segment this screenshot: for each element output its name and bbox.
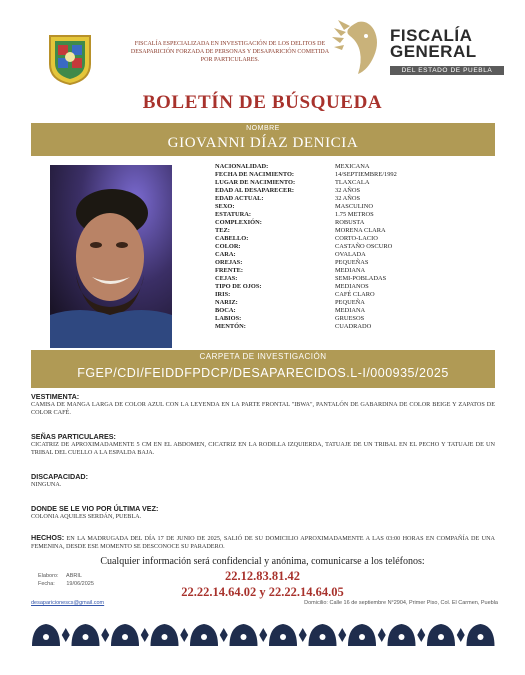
fecha-label: Fecha: — [38, 581, 55, 587]
detail-value: MEXICANA — [335, 163, 370, 170]
discapacidad-section — [31, 472, 495, 489]
detail-key: TIPO DE OJOS: — [215, 283, 262, 290]
discapacidad-title: DISCAPACIDAD: — [31, 472, 88, 481]
fecha-value: 19/06/2025 — [66, 581, 94, 587]
detail-key: LUGAR DE NACIMIENTO: — [215, 179, 296, 186]
pattern-motif — [230, 624, 258, 646]
detail-value: MEDIANA — [335, 267, 366, 274]
detail-value: MEDIANA — [335, 307, 366, 314]
pattern-motif — [151, 624, 179, 646]
detail-row — [215, 235, 505, 243]
detail-value: 32 AÑOS — [335, 195, 361, 202]
hechos-title: HECHOS: — [31, 533, 65, 542]
pattern-diamond — [101, 628, 109, 642]
senas-section — [31, 432, 495, 457]
detail-value: CAFÉ CLARO — [335, 291, 375, 298]
pattern-motif — [427, 624, 455, 646]
detail-key: EDAD ACTUAL: — [215, 195, 264, 202]
pattern-motif — [388, 624, 416, 646]
detail-row — [215, 275, 505, 283]
detail-value: 1.75 METROS — [335, 211, 374, 218]
detail-value: CASTAÑO OSCURO — [335, 243, 393, 250]
detail-key: BOCA: — [215, 307, 236, 314]
puebla-state-seal-icon — [42, 30, 98, 86]
brand-line-2: GENERAL — [390, 42, 477, 62]
office-address: Domicilio: Calle 16 de septiembre N°2904, Primer Piso, Col. El Carmen, Puebla — [304, 600, 498, 606]
detail-row — [215, 171, 505, 179]
detail-value: MASCULINO — [335, 203, 373, 210]
elaboro-value: ABRIL — [66, 573, 82, 579]
pattern-diamond — [378, 628, 386, 642]
pattern-diamond — [338, 628, 346, 642]
detail-key: MENTÓN: — [215, 323, 246, 330]
pattern-motif — [32, 624, 60, 646]
detail-value: 14/SEPTIEMBRE/1992 — [335, 171, 397, 178]
discapacidad-text: NINGUNA. — [31, 481, 62, 488]
carpeta-number: FGEP/CDI/FEIDDFPDCP/DESAPARECIDOS.L-I/000935/2025 — [77, 366, 449, 380]
senas-title: SEÑAS PARTICULARES: — [31, 432, 116, 441]
brand-subtitle: DEL ESTADO DE PUEBLA — [390, 66, 504, 75]
detail-row — [215, 323, 505, 331]
pattern-motif — [309, 624, 337, 646]
detail-row — [215, 187, 505, 195]
ultima-vez-text: COLONIA AQUILES SERDÁN, PUEBLA. — [31, 513, 142, 520]
detail-value: 32 AÑOS — [335, 187, 361, 194]
detail-key: CABELLO: — [215, 235, 249, 242]
detail-value: MORENA CLARA — [335, 227, 386, 234]
detail-row — [215, 227, 505, 235]
pattern-diamond — [141, 628, 149, 642]
fiscalia-eagle-logo-icon — [328, 16, 388, 78]
contact-line: Cualquier información será confidencial y anónima, comunicarse a los teléfonos: — [100, 556, 425, 567]
detail-value: TLAXCALA — [335, 179, 370, 186]
pattern-diamond — [457, 628, 465, 642]
bulletin-title: BOLETÍN DE BÚSQUEDA — [142, 92, 383, 113]
hechos-section — [31, 534, 495, 551]
detail-key: COLOR: — [215, 243, 241, 250]
carpeta-label: CARPETA DE INVESTIGACIÓN — [199, 352, 327, 361]
detail-value: PEQUEÑAS — [335, 259, 369, 266]
detail-key: OREJAS: — [215, 259, 243, 266]
missing-person-photo — [50, 165, 172, 348]
detail-row — [215, 291, 505, 299]
elaboro-block — [38, 573, 82, 579]
detail-row — [215, 219, 505, 227]
elaboro-label: Elaboro: — [38, 573, 59, 579]
detail-value: CORTO-LACIO — [335, 235, 378, 242]
detail-row — [215, 211, 505, 219]
detail-key: ESTATURA: — [215, 211, 251, 218]
detail-key: CEJAS: — [215, 275, 238, 282]
detail-key: EDAD AL DESAPARECER: — [215, 187, 295, 194]
detail-row — [215, 195, 505, 203]
detail-value: OVALADA — [335, 251, 366, 258]
brand-line-1: FISCALÍA — [390, 26, 473, 45]
person-name: GIOVANNI DÍAZ DENICIA — [167, 135, 359, 151]
detail-value: ROBUSTA — [335, 219, 365, 226]
pattern-diamond — [180, 628, 188, 642]
detail-value: PEQUEÑA — [335, 299, 365, 306]
phone-number-1: 22.12.83.81.42 — [225, 569, 300, 583]
detail-value: GRUESOS — [335, 315, 365, 322]
detail-key: CARA: — [215, 251, 236, 258]
person-details-list — [215, 163, 505, 331]
detail-row — [215, 179, 505, 187]
detail-value: MEDIANOS — [335, 283, 369, 290]
pattern-motif — [348, 624, 376, 646]
detail-key: COMPLEXIÓN: — [215, 219, 262, 226]
name-label: NOMBRE — [246, 125, 280, 132]
detail-key: NARIZ: — [215, 299, 238, 306]
pattern-diamond — [417, 628, 425, 642]
pattern-motif — [111, 624, 139, 646]
pattern-diamond — [299, 628, 307, 642]
detail-row — [215, 163, 505, 171]
detail-key: TEZ: — [215, 227, 230, 234]
detail-row — [215, 243, 505, 251]
detail-key: FECHA DE NACIMIENTO: — [215, 171, 295, 178]
agency-name-text: FISCALÍA ESPECIALIZADA EN INVESTIGACIÓN DE LOS DELITOS DE DESAPARICIÓN FORZADA DE PERSONAS Y DESAPARICIÓN COMETIDA POR PARTICULARES. — [130, 41, 330, 64]
phone-numbers-2: 22.22.14.64.02 y 22.22.14.64.05 — [181, 585, 344, 599]
pattern-diamond — [220, 628, 228, 642]
detail-row — [215, 251, 505, 259]
pattern-motif — [190, 624, 218, 646]
contact-email-link[interactable]: desaparicionescs@gmail.com — [31, 600, 105, 606]
detail-key: FRENTE: — [215, 267, 244, 274]
detail-row — [215, 299, 505, 307]
detail-key: IRIS: — [215, 291, 231, 298]
detail-row — [215, 203, 505, 211]
ultima-vez-title: DONDE SE LE VIO POR ÚLTIMA VEZ: — [31, 504, 159, 513]
vestimenta-title: VESTIMENTA: — [31, 392, 80, 401]
senas-text: CICATRIZ DE APROXIMADAMENTE 5 CM EN EL ABDOMEN, CICATRIZ EN LA RODILLA IZQUIERDA, TATUAJE DE UN TRIBAL EN EL PECHO Y TATUAJE DE UN TRIBAL DEL CUELLO A LA ESPALDA BAJA. — [31, 441, 495, 456]
detail-row — [215, 283, 505, 291]
pattern-motif — [269, 624, 297, 646]
detail-row — [215, 315, 505, 323]
detail-key: NACIONALIDAD: — [215, 163, 269, 170]
talavera-pattern-border — [28, 620, 498, 650]
pattern-motif — [72, 624, 100, 646]
hechos-text: EN LA MADRUGADA DEL DÍA 17 DE JUNIO DE 2025, SALIÓ DE SU DOMICILIO APROXIMADAMENTE A LAS 03:00 HORAS EN COMPAÑÍA DE UNA FEMENINA, DESDE ESE MOMENTO SE DESCONOCE SU PARADERO. — [31, 535, 496, 550]
pattern-motif — [467, 624, 495, 646]
detail-key: SEXO: — [215, 203, 235, 210]
pattern-diamond — [259, 628, 267, 642]
ultima-vez-section — [31, 504, 495, 521]
detail-value: SEMI-POBLADAS — [335, 275, 387, 282]
detail-row — [215, 267, 505, 275]
detail-key: LABIOS: — [215, 315, 242, 322]
detail-value: CUADRADO — [335, 323, 372, 330]
vestimenta-section — [31, 392, 495, 417]
fecha-block — [38, 581, 94, 587]
detail-row — [215, 259, 505, 267]
fiscalia-brand-title — [390, 28, 477, 60]
vestimenta-text: CAMISA DE MANGA LARGA DE COLOR AZUL CON LA LEYENDA EN LA PARTE FRONTAL "IBWA", PANTALÓN DE GABARDINA DE COLOR BEIGE Y ZAPATOS DE COLOR CAFÉ. — [31, 401, 495, 416]
detail-row — [215, 307, 505, 315]
pattern-diamond — [62, 628, 70, 642]
